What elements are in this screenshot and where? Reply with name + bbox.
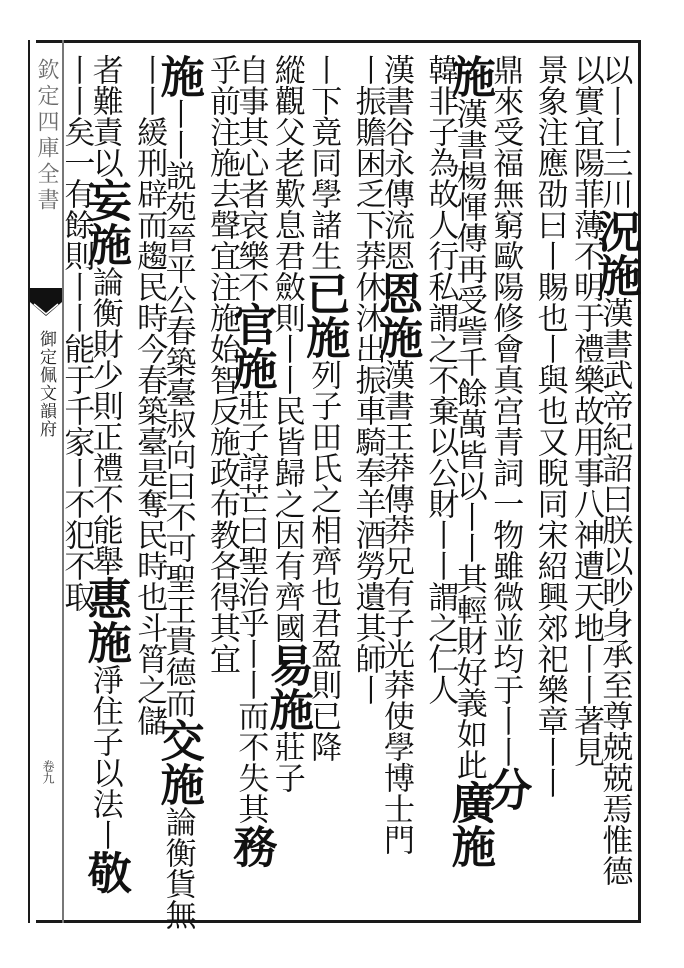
text-column — [370, 54, 422, 914]
column-text: 自事其心者哀樂不 — [232, 54, 269, 302]
section-label: 御定佩文韻府 — [36, 330, 56, 438]
text-column — [225, 54, 277, 914]
headword: 廣施 — [443, 780, 495, 868]
column-text: 莊子諄芒曰聖治乎丨丨而不失其 — [232, 390, 269, 824]
headword: 易施 — [261, 643, 313, 731]
column-text: 論衡財少則正禮不能舉 — [86, 266, 123, 576]
text-column — [443, 54, 495, 914]
headword: 交施 — [152, 718, 204, 806]
column-text: 鼎來受福無窮歐陽修會真宫青詞一物雖微並均于丨丨 — [487, 54, 524, 767]
column-text: 韓非子為故人行私謂之不棄以公財丨丨謂之仁人 — [422, 54, 459, 705]
column-text: 下莽休沐出振車騎奉羊酒勞遺其師丨 — [349, 209, 386, 705]
column-text: 景象注應劭曰丨賜也丨與也又睨同宋紹興郊祀樂章丨丨 — [531, 54, 568, 798]
column-text: 菲薄不明于禮樂故用事八神遭天地丨丨著見 — [567, 178, 604, 767]
text-column — [568, 54, 604, 914]
headword: 務 — [225, 824, 277, 868]
text-column — [422, 54, 458, 914]
text-column — [531, 54, 567, 914]
column-text: 列子田氏之相齊也君盈則已降 — [305, 359, 342, 762]
column-text: 莊子 — [268, 731, 305, 793]
column-text: 以丨丨三川 — [596, 54, 633, 209]
text-column — [480, 54, 532, 914]
column-text: 漢書王莽傳莽兄有子光莽使學博士門 — [377, 359, 414, 855]
text-column — [58, 54, 94, 914]
text-column — [349, 54, 385, 914]
column-text: 者難責以 — [86, 54, 123, 178]
column-text: 漢書谷永傳流恩 — [377, 54, 414, 271]
text-column — [79, 54, 131, 914]
text-column — [589, 54, 641, 914]
column-text: 論衡貨無 — [159, 806, 196, 930]
text-column — [298, 54, 350, 914]
headword: 施 — [152, 54, 204, 98]
headword: 官施 — [225, 302, 277, 390]
headword: 恩施 — [370, 271, 422, 359]
frame-bottom-rule — [36, 920, 641, 923]
column-text: 丨丨 — [159, 98, 196, 160]
headword: 已施 — [298, 271, 350, 359]
column-text: 斗筲之儲 — [131, 612, 168, 736]
headword: 敬 — [79, 850, 131, 894]
column-text: 丨下竟同學諸生 — [305, 54, 342, 271]
column-text: 一有餘則丨丨能于千家 — [58, 147, 95, 457]
column-text: 宜注施始智反施政布教各得其宜 — [203, 240, 240, 674]
headword: 況施 — [589, 209, 641, 297]
column-text: 漢書楊惲傳再受訾千餘萬皆以丨丨其輕財好義如此 — [450, 98, 487, 780]
headword: 妄施 — [79, 178, 131, 266]
text-column — [204, 54, 240, 914]
column-text: 丨振贍困乏 — [349, 54, 386, 209]
text-column — [152, 54, 204, 930]
frame-top-rule — [36, 40, 641, 43]
text-column — [261, 54, 313, 914]
column-text: 乎前注施去聲 — [203, 54, 240, 240]
book-title: 欽定四庫全書 — [34, 58, 59, 214]
page-number: 卷九 — [41, 760, 55, 784]
column-text: 淨住子以法丨 — [86, 664, 123, 850]
text-column — [131, 54, 167, 914]
column-text: 丨丨矣 — [58, 54, 95, 147]
column-text: 丨丨緩刑辟而趨民時今春築臺是奪民時也 — [131, 54, 168, 612]
column-text: 丨不犯不取 — [58, 457, 95, 612]
headword: 分 — [480, 767, 532, 811]
column-text: 漢書武帝紀詔曰朕以眇身承至尊兢兢焉惟德 — [596, 297, 633, 886]
column-text: 君斂則丨丨民皆歸之因有齊國 — [268, 240, 305, 643]
headword: 惠施 — [79, 576, 131, 664]
column-text: 縱觀父老歎息 — [268, 54, 305, 240]
headword: 施 — [443, 54, 495, 98]
column-text: 説苑晉平公春築臺叔向曰不可聖王貴德而 — [159, 160, 196, 718]
column-text: 以實宜陽 — [567, 54, 604, 178]
